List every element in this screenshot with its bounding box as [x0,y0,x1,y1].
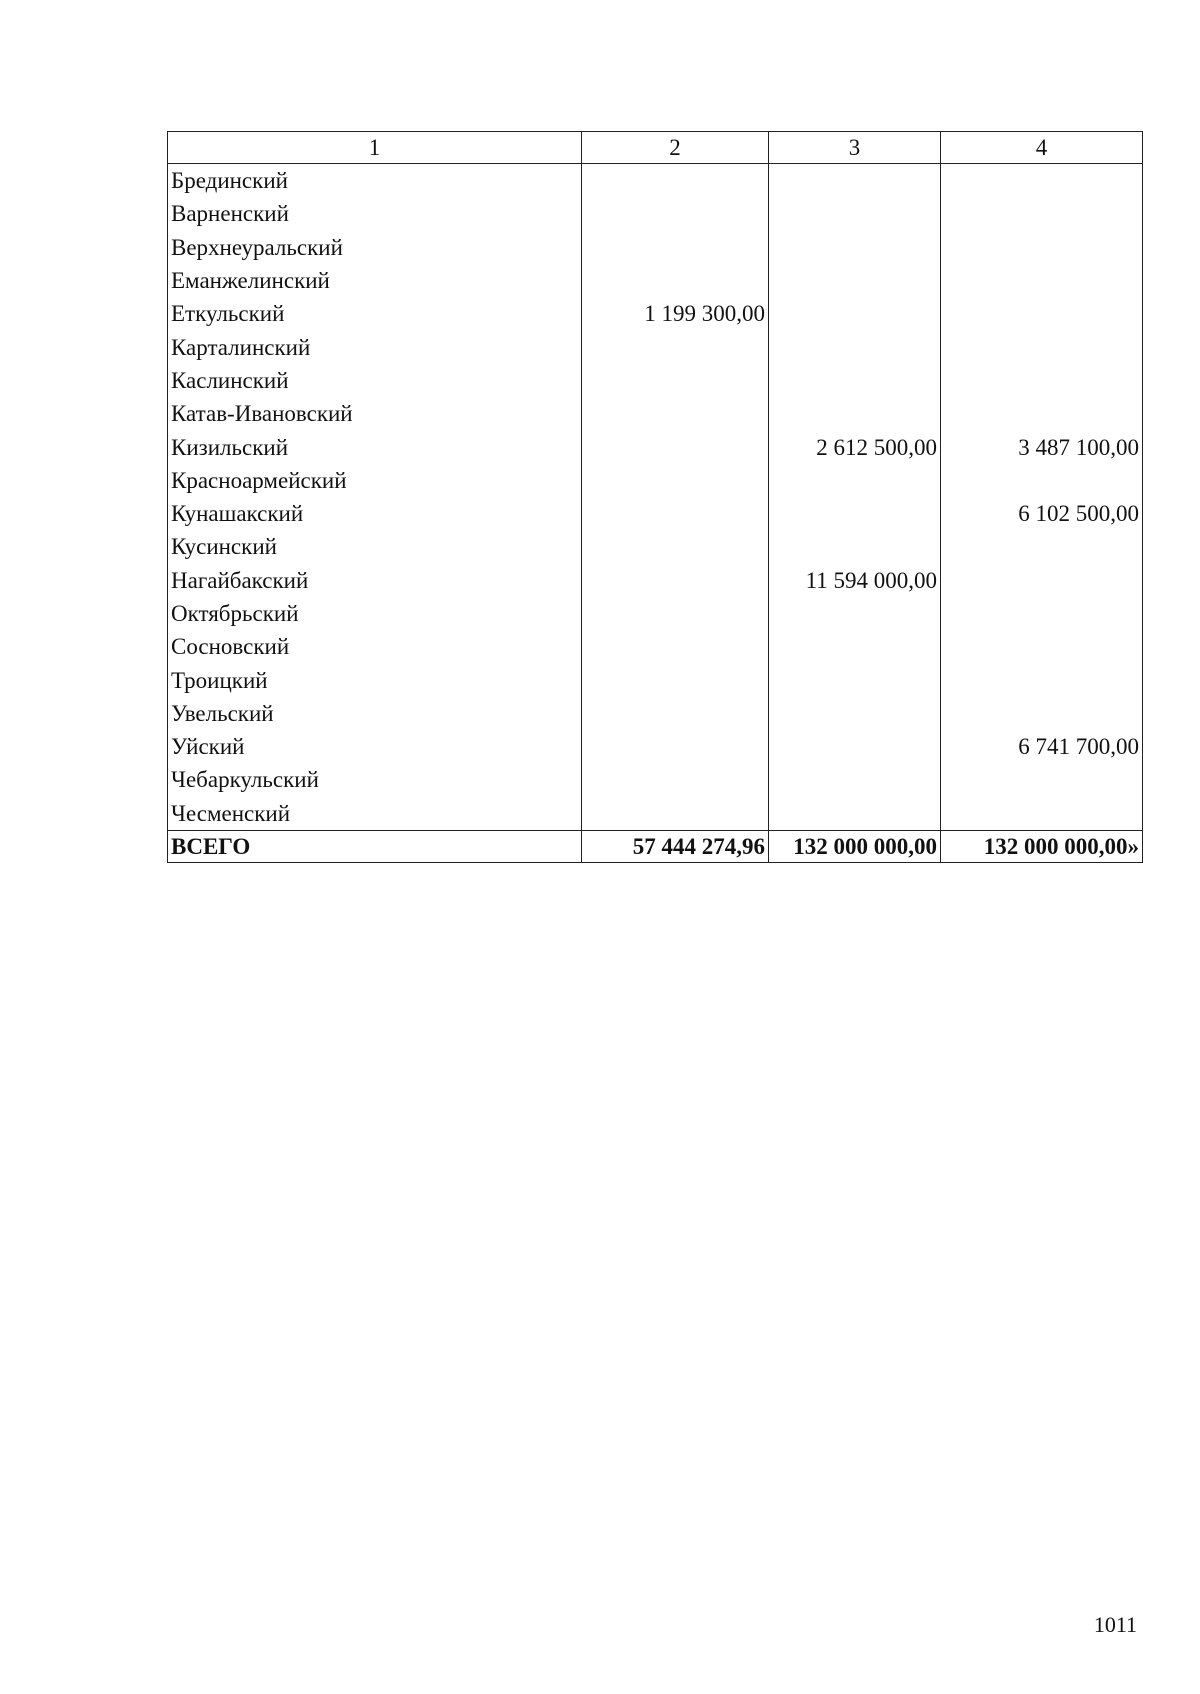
district-name: Красноармейский [168,464,582,497]
district-name: Чебаркульский [168,763,582,796]
table-row [168,597,1143,630]
cell-col-3 [769,497,941,530]
column-header-2: 2 [582,132,769,164]
cell-col-2 [582,430,769,463]
table-row [168,663,1143,696]
district-name: Катав-Ивановский [168,397,582,430]
total-col-3: 132 000 000,00 [769,830,941,862]
cell-col-3 [769,697,941,730]
cell-col-2 [582,763,769,796]
cell-col-2 [582,464,769,497]
district-name: Нагайбакский [168,564,582,597]
cell-col-3 [769,597,941,630]
cell-col-2 [582,397,769,430]
table-row [168,297,1143,330]
table-footer [168,830,1143,862]
cell-col-3 [769,231,941,264]
total-col-4: 132 000 000,00» [941,830,1143,862]
cell-col-2 [582,730,769,763]
cell-col-2 [582,330,769,363]
cell-col-4 [941,797,1143,831]
cell-col-4 [941,197,1143,230]
cell-col-3 [769,297,941,330]
cell-col-4 [941,630,1143,663]
district-name: Кунашакский [168,497,582,530]
table-row [168,330,1143,363]
cell-col-3 [769,663,941,696]
cell-col-4 [941,564,1143,597]
cell-col-2 [582,164,769,198]
table-row [168,164,1143,198]
table-row [168,564,1143,597]
cell-col-3 [769,264,941,297]
table-row [168,264,1143,297]
cell-col-4 [941,464,1143,497]
cell-col-3 [769,797,941,831]
cell-col-3 [769,763,941,796]
table-row [168,763,1143,796]
district-name: Кусинский [168,530,582,563]
table-row [168,364,1143,397]
cell-col-2 [582,564,769,597]
table-row [168,497,1143,530]
district-name: Троицкий [168,663,582,696]
district-name: Сосновский [168,630,582,663]
page-number: 1011 [1093,1612,1137,1637]
district-name: Карталинский [168,330,582,363]
column-header-3: 3 [769,132,941,164]
table-row [168,797,1143,831]
allocation-table [167,131,1143,863]
table-header [168,132,1143,164]
cell-col-3 [769,330,941,363]
table-row [168,630,1143,663]
cell-col-3 [769,197,941,230]
cell-col-2 [582,797,769,831]
cell-col-4 [941,231,1143,264]
cell-col-4 [941,364,1143,397]
cell-col-4 [941,264,1143,297]
table-row [168,530,1143,563]
cell-col-3 [769,730,941,763]
cell-col-4 [941,763,1143,796]
table-body [168,164,1143,831]
cell-col-3 [769,530,941,563]
district-name: Еткульский [168,297,582,330]
cell-col-3 [769,164,941,198]
cell-col-4 [941,597,1143,630]
cell-col-2 [582,497,769,530]
cell-col-4 [941,697,1143,730]
district-name: Октябрьский [168,597,582,630]
cell-col-4 [941,330,1143,363]
column-header-1: 1 [168,132,582,164]
cell-col-3 [769,630,941,663]
cell-col-4: 6 102 500,00 [941,497,1143,530]
cell-col-2 [582,231,769,264]
district-name: Каслинский [168,364,582,397]
cell-col-2: 1 199 300,00 [582,297,769,330]
total-row [168,830,1143,862]
cell-col-2 [582,530,769,563]
cell-col-3: 11 594 000,00 [769,564,941,597]
cell-col-4 [941,663,1143,696]
cell-col-2 [582,630,769,663]
table-row [168,464,1143,497]
cell-col-2 [582,597,769,630]
cell-col-2 [582,197,769,230]
header-row [168,132,1143,164]
table-row [168,397,1143,430]
total-col-2: 57 444 274,96 [582,830,769,862]
district-name: Увельский [168,697,582,730]
district-name: Еманжелинский [168,264,582,297]
district-name: Верхнеуральский [168,231,582,264]
cell-col-4 [941,164,1143,198]
district-name: Чесменский [168,797,582,831]
cell-col-4 [941,397,1143,430]
cell-col-3 [769,464,941,497]
table-row [168,231,1143,264]
cell-col-3 [769,397,941,430]
table-row [168,697,1143,730]
total-label: ВСЕГО [168,830,582,862]
district-name: Кизильский [168,430,582,463]
district-name: Брединский [168,164,582,198]
district-name: Варненский [168,197,582,230]
cell-col-2 [582,697,769,730]
cell-col-3 [769,364,941,397]
cell-col-2 [582,364,769,397]
district-name: Уйский [168,730,582,763]
cell-col-3: 2 612 500,00 [769,430,941,463]
cell-col-2 [582,264,769,297]
table-row [168,430,1143,463]
cell-col-4: 3 487 100,00 [941,430,1143,463]
cell-col-2 [582,663,769,696]
cell-col-4 [941,530,1143,563]
cell-col-4 [941,297,1143,330]
column-header-4: 4 [941,132,1143,164]
table-row [168,197,1143,230]
table-row [168,730,1143,763]
cell-col-4: 6 741 700,00 [941,730,1143,763]
